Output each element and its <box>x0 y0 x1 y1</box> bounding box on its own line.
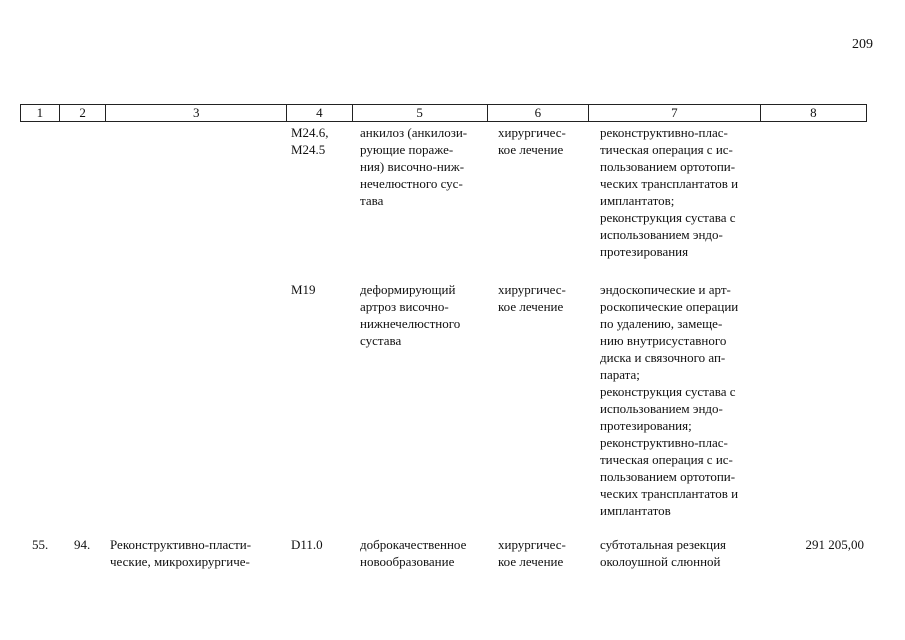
header-cell-4: 4 <box>287 105 353 121</box>
header-cell-2: 2 <box>60 105 107 121</box>
subgroup-number-cell: 94. <box>74 537 91 552</box>
text-line: хирургичес- <box>498 282 566 297</box>
header-cell-6: 6 <box>488 105 589 121</box>
treatment-cell <box>498 124 594 158</box>
text-line: сустава <box>360 333 402 348</box>
text-line: деформирующий <box>360 282 456 297</box>
page-number: 209 <box>852 37 873 52</box>
cost-cell: 291 205,00 <box>805 537 864 552</box>
text-line: кое лечение <box>498 142 564 157</box>
header-cell-8: 8 <box>810 105 817 120</box>
methods-cell <box>600 281 764 519</box>
text-line: нижнечелюстного <box>360 316 461 331</box>
text-line: рующие пораже- <box>360 142 454 157</box>
row-number-cell: 55. <box>32 537 49 552</box>
text-line: кое лечение <box>498 554 564 569</box>
text-line: тическая операция с ис- <box>600 142 733 157</box>
text-line: протезирования <box>600 244 689 259</box>
header-cell-5: 5 <box>353 105 488 121</box>
text-line: использованием эндо- <box>600 401 723 416</box>
header-cell-3: 3 <box>106 105 287 121</box>
icd-codes-cell <box>291 281 351 298</box>
text-line: тическая операция с ис- <box>600 452 733 467</box>
methods-cell <box>600 124 764 260</box>
text-line: реконструктивно-плас- <box>600 125 728 140</box>
text-line: реконструкция сустава с <box>600 384 736 399</box>
text-line: артроз височно- <box>360 299 449 314</box>
diagnosis-cell <box>360 281 492 349</box>
text-line: эндоскопические и арт- <box>600 282 731 297</box>
text-line: использованием эндо- <box>600 227 723 242</box>
text-line: имплантатов; <box>600 193 675 208</box>
text-line: хирургичес- <box>498 537 566 552</box>
text-line: роскопические операции <box>600 299 739 314</box>
icd-code: M19 <box>291 282 316 297</box>
diagnosis-cell <box>360 536 492 570</box>
text-line: протезирования; <box>600 418 692 433</box>
text-line: нечелюстного сус- <box>360 176 463 191</box>
text-line: новообразование <box>360 554 455 569</box>
text-line: ческие, микрохирургиче- <box>110 554 250 569</box>
text-line: Реконструктивно-пласти- <box>110 537 252 552</box>
text-line: кое лечение <box>498 299 564 314</box>
treatment-cell <box>498 536 594 570</box>
icd-code: M24.5 <box>291 142 326 157</box>
text-line: по удалению, замеще- <box>600 316 723 331</box>
text-line: пользованием ортотопи- <box>600 159 736 174</box>
header-cell-7: 7 <box>589 105 761 121</box>
text-line: анкилоз (анкилози- <box>360 125 468 140</box>
methods-cell <box>600 536 764 570</box>
text-line: субтотальная резекция <box>600 537 727 552</box>
text-line: реконструкция сустава с <box>600 210 736 225</box>
diagnosis-cell <box>360 124 492 209</box>
header-cell-1: 1 <box>21 105 60 121</box>
icd-code: M24.6, <box>291 125 329 140</box>
text-line: доброкачественное <box>360 537 467 552</box>
icd-codes-cell <box>291 124 351 158</box>
treatment-cell <box>498 281 594 315</box>
icd-code: D11.0 <box>291 537 323 552</box>
text-line: ния) височно-ниж- <box>360 159 465 174</box>
text-line: тава <box>360 193 384 208</box>
text-line: реконструктивно-плас- <box>600 435 728 450</box>
text-line: имплантатов <box>600 503 671 518</box>
icd-codes-cell <box>291 536 351 553</box>
text-line: ческих трансплантатов и <box>600 176 739 191</box>
text-line: хирургичес- <box>498 125 566 140</box>
group-name-cell <box>110 536 286 570</box>
text-line: ческих трансплантатов и <box>600 486 739 501</box>
text-line: диска и связочного ап- <box>600 350 726 365</box>
text-line: околоушной слюнной <box>600 554 721 569</box>
text-line: нию внутрисуставного <box>600 333 727 348</box>
text-line: пользованием ортотопи- <box>600 469 736 484</box>
text-line: парата; <box>600 367 640 382</box>
table-header-row <box>20 104 867 122</box>
